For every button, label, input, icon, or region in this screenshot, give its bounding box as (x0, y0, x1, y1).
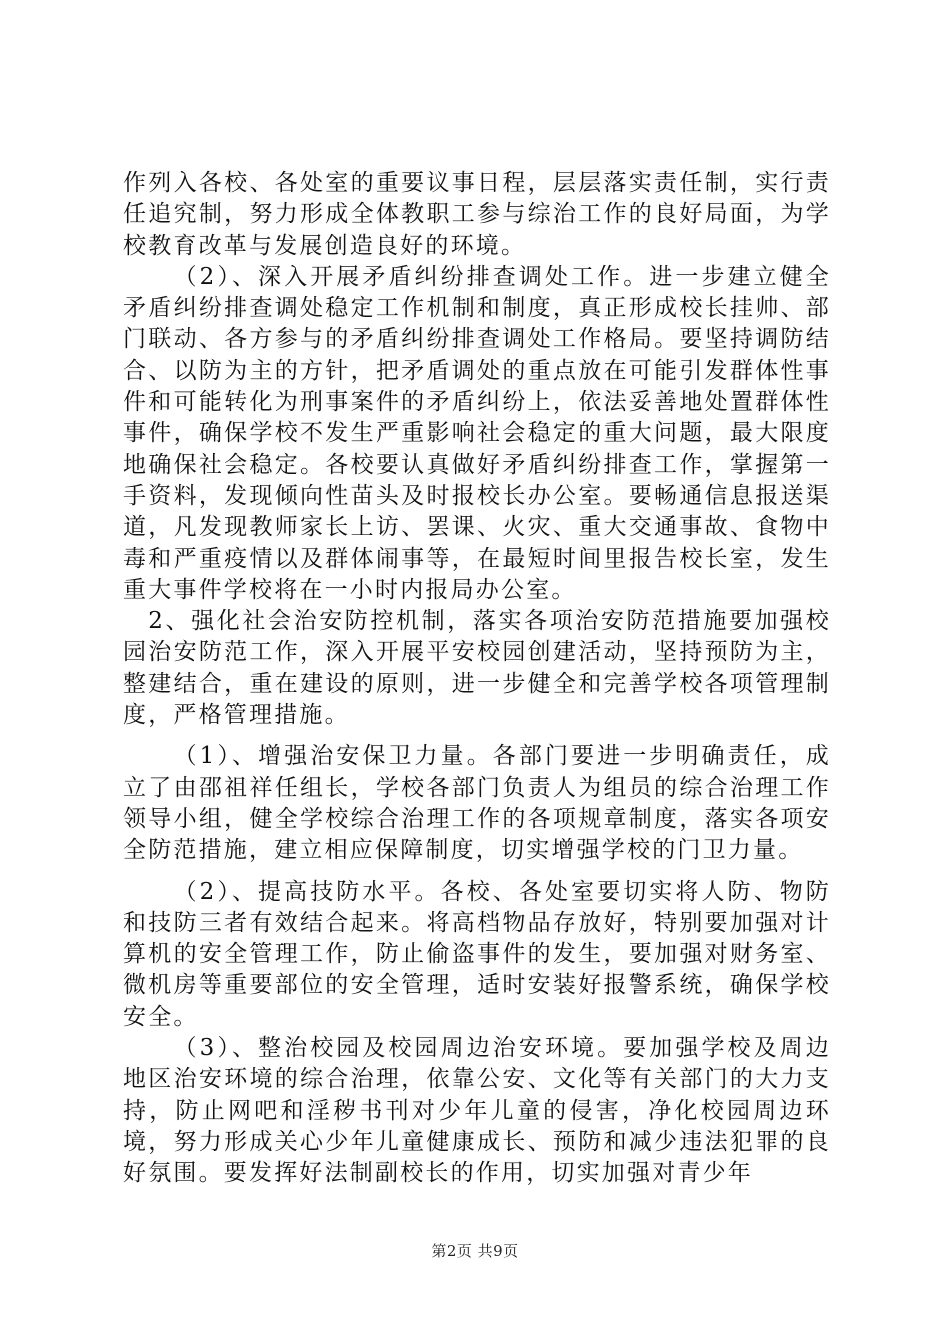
paragraph-item-2-technical-defense: （2）、提高技防水平。各校、各处室要切实将人防、物防和技防三者有效结合起来。将高档物品存放好，特别要加强对计算机的安全管理工作，防止偷盗事件的发生，要加强对财务室、微机房等重要部位的安全管理，适时安装好报警系统，确保学校安全。 (123, 878, 831, 1030)
page-number-footer: 第2页 共9页 (431, 1242, 519, 1260)
document-body (123, 168, 831, 1190)
paragraph-continuation: 作列入各校、各处室的重要议事日程，层层落实责任制，实行责任追究制，努力形成全体教职工参与综治工作的良好局面，为学校教育改革与发展创造良好的环境。 (123, 170, 831, 259)
paragraph-item-2-dispute-resolution: （2）、深入开展矛盾纠纷排查调处工作。进一步建立健全矛盾纠纷排查调处稳定工作机制和制度，真正形成校长挂帅、部门联动、各方参与的矛盾纠纷排查调处工作格局。要坚持调防结合、以防为主的方针，把矛盾调处的重点放在可能引发群体性事件和可能转化为刑事案件的矛盾纠纷上，依法妥善地处置群体性事件，确保学校不发生严重影响社会稳定的重大问题，最大限度地确保社会稳定。各校要认真做好矛盾纠纷排查工作，掌握第一手资料，发现倾向性苗头及时报校长办公室。要畅通信息报送渠道，凡发现教师家长上访、罢课、火灾、重大交通事故、食物中毒和严重疫情以及群体闹事等，在最短时间里报告校长室，发生重大事件学校将在一小时内报局办公室。 (123, 263, 831, 603)
paragraph-section-2-security-control: 2、强化社会治安防控机制，落实各项治安防范措施要加强校园治安防范工作，深入开展平安校园创建活动，坚持预防为主，整建结合，重在建设的原则，进一步健全和完善学校各项管理制度，严格管理措施。 (123, 608, 831, 729)
paragraph-item-1-security-force: （1）、增强治安保卫力量。各部门要进一步明确责任，成立了由邵祖祥任组长，学校各部门负责人为组员的综合治理工作领导小组，健全学校综合治理工作的各项规章制度，落实各项安全防范措施，建立相应保障制度，切实增强学校的门卫力量。 (123, 743, 831, 864)
paragraph-item-3-campus-environment: （3）、整治校园及校园周边治安环境。要加强学校及周边地区治安环境的综合治理，依靠公安、文化等有关部门的大力支持，防止网吧和淫秽书刊对少年儿童的侵害，净化校园周边环境，努力形成关心少年儿童健康成长、预防和减少违法犯罪的良好氛围。要发挥好法制副校长的作用，切实加强对青少年 (123, 1035, 831, 1187)
